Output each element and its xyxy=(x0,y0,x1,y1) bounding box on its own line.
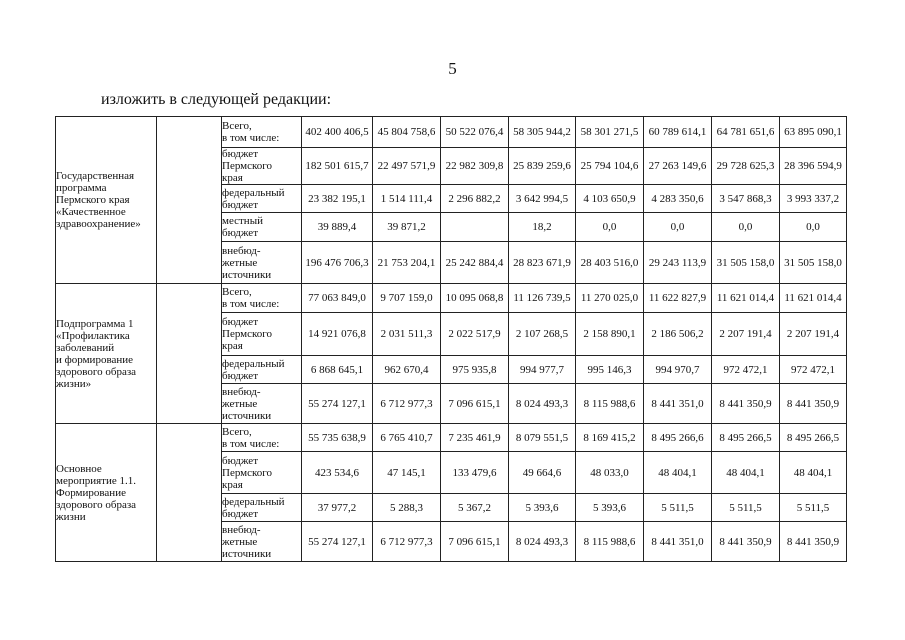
funding-source-label: Всего, в том числе: xyxy=(222,120,280,144)
funding-source-cell xyxy=(222,242,302,284)
amount-cell: 423 534,6 xyxy=(302,452,373,494)
intro-text: изложить в следующей редакции: xyxy=(101,91,332,108)
funding-source-cell xyxy=(222,148,302,185)
page-number: 5 xyxy=(448,59,457,78)
amount-cell: 5 288,3 xyxy=(373,494,441,522)
amount-cell: 60 789 614,1 xyxy=(644,117,712,148)
amount-cell: 45 804 758,6 xyxy=(373,117,441,148)
program-title: Основное мероприятие 1.1. Формирование здорового образа жизни xyxy=(56,462,137,523)
amount-cell: 962 670,4 xyxy=(373,356,441,384)
amount-cell: 8 441 350,9 xyxy=(712,522,780,562)
amount-cell: 11 621 014,4 xyxy=(712,284,780,313)
funding-source-cell xyxy=(222,213,302,242)
amount-cell: 25 794 104,6 xyxy=(576,148,644,185)
amount-cell: 2 107 268,5 xyxy=(509,313,576,356)
funding-source-label: федеральный бюджет xyxy=(222,186,285,211)
amount-cell: 39 889,4 xyxy=(302,213,373,242)
amount-cell: 8 441 350,9 xyxy=(780,522,847,562)
amount-cell: 31 505 158,0 xyxy=(780,242,847,284)
amount-cell: 0,0 xyxy=(712,213,780,242)
amount-cell: 8 079 551,5 xyxy=(509,424,576,452)
amount-cell: 28 396 594,9 xyxy=(780,148,847,185)
program-title: Государственная программа Пермского края «Качественное здравоохранение» xyxy=(56,170,141,230)
funding-source-cell xyxy=(222,284,302,313)
amount-cell: 11 270 025,0 xyxy=(576,284,644,313)
program-title: Подпрограмма 1 «Профилактика заболеваний и формирование здорового образа жизни» xyxy=(56,317,137,390)
amount-cell: 8 441 350,9 xyxy=(712,384,780,424)
amount-cell: 5 511,5 xyxy=(712,494,780,522)
amount-cell: 1 514 111,4 xyxy=(373,185,441,213)
amount-cell: 29 728 625,3 xyxy=(712,148,780,185)
amount-cell: 2 031 511,3 xyxy=(373,313,441,356)
amount-cell: 5 511,5 xyxy=(644,494,712,522)
funding-source-label: Всего, в том числе: xyxy=(222,425,280,450)
funding-source-label: федеральный бюджет xyxy=(222,357,285,382)
amount-cell: 3 993 337,2 xyxy=(780,185,847,213)
amount-cell: 0,0 xyxy=(780,213,847,242)
amount-cell: 3 547 868,3 xyxy=(712,185,780,213)
amount-cell: 2 022 517,9 xyxy=(441,313,509,356)
program-title-cell xyxy=(56,424,157,562)
amount-cell: 47 145,1 xyxy=(373,452,441,494)
funding-source-cell xyxy=(222,117,302,148)
amount-cell: 3 642 994,5 xyxy=(509,185,576,213)
funding-source-cell xyxy=(222,452,302,494)
funding-source-cell xyxy=(222,384,302,424)
amount-cell: 8 495 266,6 xyxy=(644,424,712,452)
amount-cell: 5 393,6 xyxy=(576,494,644,522)
funding-source-cell xyxy=(222,356,302,384)
empty-column-cell xyxy=(157,284,222,424)
table-row xyxy=(56,284,847,313)
amount-cell: 6 765 410,7 xyxy=(373,424,441,452)
amount-cell: 6 868 645,1 xyxy=(302,356,373,384)
funding-source-label: внебюд- жетные источники xyxy=(222,385,272,422)
amount-cell: 994 970,7 xyxy=(644,356,712,384)
amount-cell: 64 781 651,6 xyxy=(712,117,780,148)
amount-cell: 4 103 650,9 xyxy=(576,185,644,213)
amount-cell: 63 895 090,1 xyxy=(780,117,847,148)
funding-source-label: бюджет Пермского края xyxy=(222,316,273,352)
funding-source-label: внебюд- жетные источники xyxy=(222,523,272,560)
amount-cell: 2 207 191,4 xyxy=(712,313,780,356)
amount-cell: 55 274 127,1 xyxy=(302,384,373,424)
amount-cell: 5 511,5 xyxy=(780,494,847,522)
funding-source-label: бюджет Пермского края xyxy=(222,148,273,184)
amount-cell: 55 735 638,9 xyxy=(302,424,373,452)
amount-cell: 6 712 977,3 xyxy=(373,522,441,562)
amount-cell: 28 403 516,0 xyxy=(576,242,644,284)
table-row xyxy=(56,117,847,148)
amount-cell: 2 158 890,1 xyxy=(576,313,644,356)
amount-cell: 7 235 461,9 xyxy=(441,424,509,452)
program-title-cell xyxy=(56,284,157,424)
amount-cell: 18,2 xyxy=(509,213,576,242)
amount-cell: 39 871,2 xyxy=(373,213,441,242)
amount-cell: 50 522 076,4 xyxy=(441,117,509,148)
amount-cell: 2 207 191,4 xyxy=(780,313,847,356)
amount-cell: 975 935,8 xyxy=(441,356,509,384)
funding-source-label: федеральный бюджет xyxy=(222,495,285,520)
amount-cell: 9 707 159,0 xyxy=(373,284,441,313)
amount-cell: 31 505 158,0 xyxy=(712,242,780,284)
empty-column-cell xyxy=(157,117,222,284)
amount-cell: 182 501 615,7 xyxy=(302,148,373,185)
funding-source-cell xyxy=(222,494,302,522)
amount-cell: 972 472,1 xyxy=(712,356,780,384)
amount-cell: 48 404,1 xyxy=(712,452,780,494)
amount-cell: 8 495 266,5 xyxy=(712,424,780,452)
table-row xyxy=(56,424,847,452)
amount-cell: 55 274 127,1 xyxy=(302,522,373,562)
amount-cell: 196 476 706,3 xyxy=(302,242,373,284)
amount-cell: 25 242 884,4 xyxy=(441,242,509,284)
amount-cell: 25 839 259,6 xyxy=(509,148,576,185)
amount-cell: 402 400 406,5 xyxy=(302,117,373,148)
amount-cell: 0,0 xyxy=(576,213,644,242)
amount-cell: 2 296 882,2 xyxy=(441,185,509,213)
funding-source-cell xyxy=(222,185,302,213)
amount-cell: 5 367,2 xyxy=(441,494,509,522)
amount-cell: 8 115 988,6 xyxy=(576,384,644,424)
amount-cell: 7 096 615,1 xyxy=(441,522,509,562)
funding-source-label: местный бюджет xyxy=(222,215,263,239)
amount-cell: 11 621 014,4 xyxy=(780,284,847,313)
amount-cell: 21 753 204,1 xyxy=(373,242,441,284)
funding-source-label: Всего, в том числе: xyxy=(222,286,280,310)
funding-source-cell xyxy=(222,522,302,562)
amount-cell: 7 096 615,1 xyxy=(441,384,509,424)
amount-cell: 28 823 671,9 xyxy=(509,242,576,284)
amount-cell: 48 033,0 xyxy=(576,452,644,494)
amount-cell: 48 404,1 xyxy=(644,452,712,494)
amount-cell: 77 063 849,0 xyxy=(302,284,373,313)
amount-cell: 8 495 266,5 xyxy=(780,424,847,452)
amount-cell: 10 095 068,8 xyxy=(441,284,509,313)
amount-cell xyxy=(441,213,509,242)
budget-table xyxy=(55,116,847,562)
amount-cell: 133 479,6 xyxy=(441,452,509,494)
amount-cell: 8 441 350,9 xyxy=(780,384,847,424)
amount-cell: 8 441 351,0 xyxy=(644,522,712,562)
amount-cell: 14 921 076,8 xyxy=(302,313,373,356)
amount-cell: 8 024 493,3 xyxy=(509,384,576,424)
funding-source-label: внебюд- жетные источники xyxy=(222,244,272,281)
amount-cell: 29 243 113,9 xyxy=(644,242,712,284)
amount-cell: 8 115 988,6 xyxy=(576,522,644,562)
amount-cell: 5 393,6 xyxy=(509,494,576,522)
amount-cell: 0,0 xyxy=(644,213,712,242)
amount-cell: 4 283 350,6 xyxy=(644,185,712,213)
amount-cell: 58 301 271,5 xyxy=(576,117,644,148)
amount-cell: 8 024 493,3 xyxy=(509,522,576,562)
amount-cell: 11 622 827,9 xyxy=(644,284,712,313)
amount-cell: 37 977,2 xyxy=(302,494,373,522)
amount-cell: 22 982 309,8 xyxy=(441,148,509,185)
amount-cell: 49 664,6 xyxy=(509,452,576,494)
amount-cell: 994 977,7 xyxy=(509,356,576,384)
amount-cell: 995 146,3 xyxy=(576,356,644,384)
amount-cell: 8 169 415,2 xyxy=(576,424,644,452)
amount-cell: 8 441 351,0 xyxy=(644,384,712,424)
amount-cell: 22 497 571,9 xyxy=(373,148,441,185)
amount-cell: 48 404,1 xyxy=(780,452,847,494)
funding-source-cell xyxy=(222,313,302,356)
empty-column-cell xyxy=(157,424,222,562)
funding-source-cell xyxy=(222,424,302,452)
funding-source-label: бюджет Пермского края xyxy=(222,454,273,491)
amount-cell: 58 305 944,2 xyxy=(509,117,576,148)
amount-cell: 2 186 506,2 xyxy=(644,313,712,356)
program-title-cell xyxy=(56,117,157,284)
amount-cell: 11 126 739,5 xyxy=(509,284,576,313)
amount-cell: 27 263 149,6 xyxy=(644,148,712,185)
amount-cell: 23 382 195,1 xyxy=(302,185,373,213)
amount-cell: 6 712 977,3 xyxy=(373,384,441,424)
amount-cell: 972 472,1 xyxy=(780,356,847,384)
